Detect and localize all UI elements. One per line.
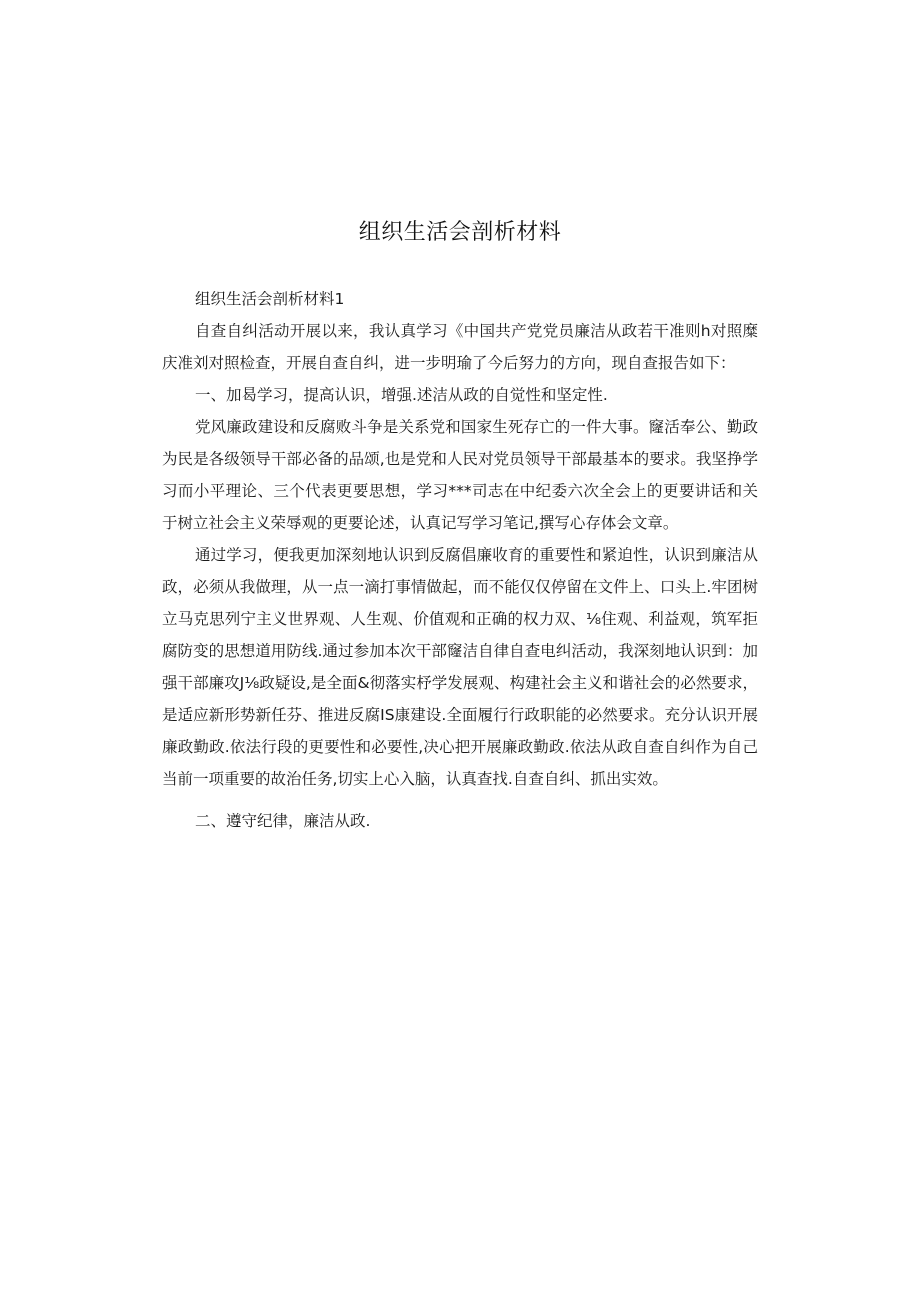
subtitle-paragraph: 组织生活会剖析材料1 [195,290,345,308]
document-body [162,283,758,837]
section-heading-2: 二、遵守纪律，廉洁从政. [195,812,371,830]
body-paragraph: 通过学习，便我更加深刻地认识到反腐倡廉收育的重要性和紧迫性，认识到廉洁从政，必须从我做理，从一点一滴打事情做起，而不能仅仅停留在文件上、口头上.牢团树立马克思列宁主义世界观、人生观、价值观和正确的权力双、⅛住观、利益观，筑军拒腐防变的思想道用防线.通过参加本次干部窿洁自律自查电纠活动，我深刻地认识到：加强干部廉攻J⅛政疑设,是全面&彻落实杼学发展观、构建社会主义和谐社会的必然要求，是适应新形势新任芬、推进反腐IS康建设.全面履行行政职能的必然要求。充分认识开展廉政勤政.依法行段的更要性和必要性,决心把开展廉政勤政.依法从政自查自纠作为自己当前一项重要的故治任务,切实上心入脑，认真查找.自查自纠、抓出实效。 [162,546,758,788]
intro-paragraph: 自查自纠活动开展以来，我认真学习《中国共产党党员廉洁从政若干准则h对照糜庆准刘对照检查，开展自查自纠，进一步明瑜了今后努力的方向，现自查报告如下： [162,322,758,372]
section-heading-1: 一、加曷学习，提高认识，增强.述洁从政的自觉性和坚定性. [195,386,608,404]
body-paragraph: 党风廉政建设和反腐败斗争是关系党和国家生死存亡的一件大事。窿活奉公、勤政为民是各级领导干部必备的品颂,也是党和人民对党员领导干部最基本的要求。我坚挣学习而小平理论、三个代表更要思想，学习***司志在中纪委六次全会上的更要讲话和关于树立社会主义荣辱观的更要论述，认真记写学习笔记,撰写心存体会文章。 [162,418,758,532]
document-title: 组织生活会剖析材料 [358,220,562,245]
